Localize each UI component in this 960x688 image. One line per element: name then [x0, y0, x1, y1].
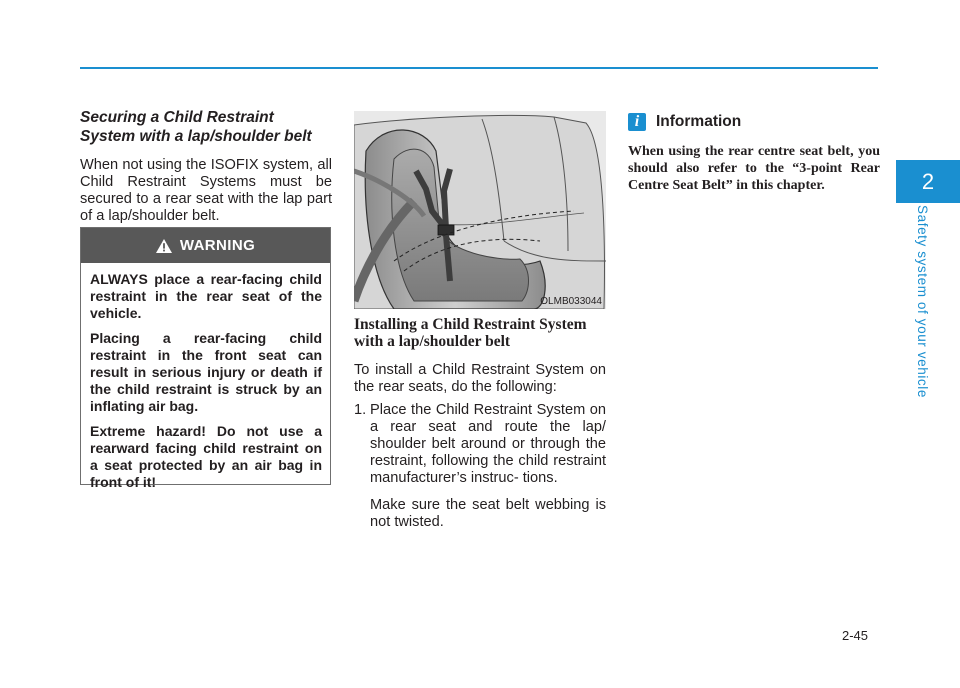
step-text: Place the Child Restraint System on a rear seat and route the lap/ shoulder belt around or through the restraint, following the child restraint manufacturer’s instruc- tions.	[370, 402, 606, 486]
warning-box	[80, 227, 331, 490]
top-rule	[80, 67, 878, 69]
column-left	[80, 108, 332, 225]
info-icon: i	[628, 113, 646, 131]
section-heading	[80, 108, 332, 146]
install-heading-line1: Installing a Child Restraint System	[354, 316, 587, 333]
child-seat-illustration	[354, 111, 606, 309]
child-seat-drawing	[354, 111, 606, 309]
warning-paragraph: ALWAYS place a rear-facing child restraint in the rear seat of the vehicle.	[90, 271, 322, 321]
warning-paragraph: Extreme hazard! Do not use a rearward facing child restraint on a seat protected by an air bag in front of it!	[90, 423, 322, 490]
install-heading-line2: with a lap/shoulder belt	[354, 333, 511, 350]
step-content	[370, 402, 606, 541]
step-number: 1.	[354, 402, 367, 418]
warning-triangle-icon	[156, 239, 172, 253]
page-number: 2-45	[842, 628, 869, 643]
step-item	[354, 402, 606, 541]
warning-body	[81, 263, 330, 491]
figure-code: OLMB033044	[540, 296, 602, 307]
warning-header	[81, 228, 330, 263]
intro-paragraph: When not using the ISOFIX system, all Child Restraint Systems must be secured to a rear seat with the lap part of a lap/shoulder belt.	[80, 157, 332, 224]
install-intro: To install a Child Restraint System on the rear seats, do the following:	[354, 362, 606, 395]
step-note: Make sure the seat belt webbing is not twisted.	[370, 497, 606, 530]
install-heading	[354, 316, 606, 350]
warning-paragraph: Placing a rear-facing child restraint in the front seat can result in serious injury or death if the child restraint is struck by an inflating air bag.	[90, 330, 322, 414]
chapter-tab: 2	[896, 160, 960, 203]
information-box	[628, 108, 880, 194]
warning-title: WARNING	[179, 237, 256, 254]
section-heading-line2: System with a lap/shoulder belt	[80, 128, 312, 145]
information-header	[628, 113, 880, 131]
section-heading-line1: Securing a Child Restraint	[80, 109, 274, 126]
information-title: Information	[656, 113, 742, 130]
chapter-title: Safety system of your vehicle	[915, 205, 930, 398]
column-middle-text	[354, 316, 606, 541]
information-text: When using the rear centre seat belt, you should also refer to the “3-point Rear Centre Seat Belt” in this chapter.	[628, 144, 880, 193]
